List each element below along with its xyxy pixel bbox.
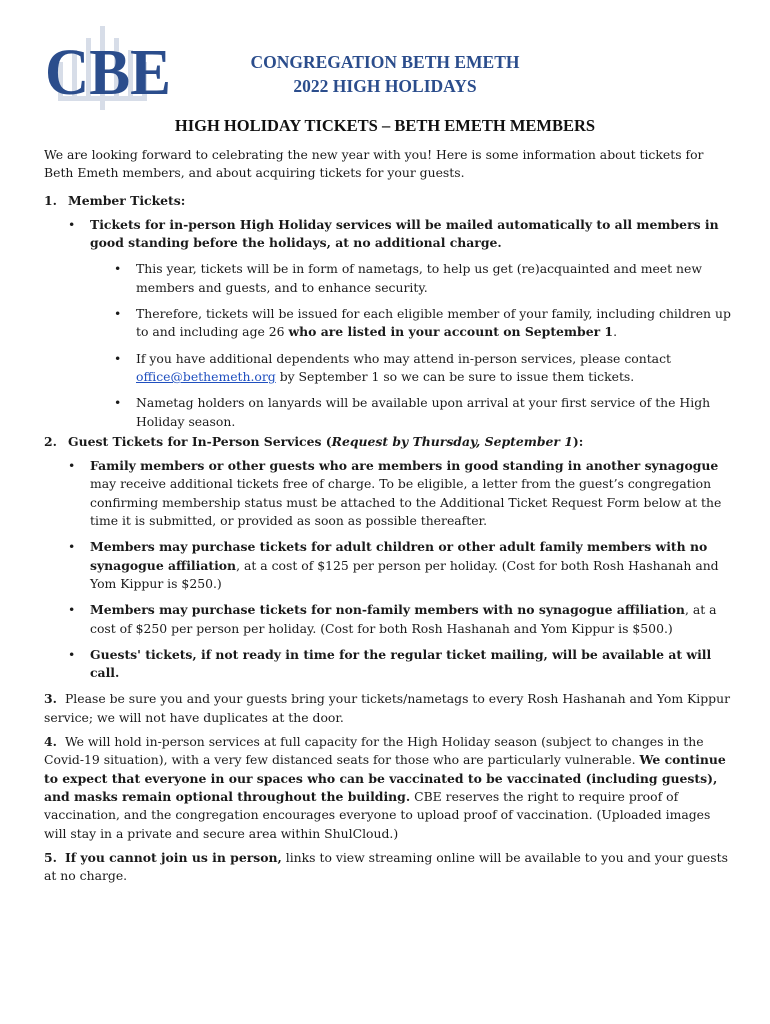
cbe-logo <box>42 24 174 110</box>
section-title-end: ): <box>572 433 584 449</box>
list-item <box>44 457 734 530</box>
bullet-text: , at a cost of $250 per person per holiday. (Cost for both Rosh Hashanah and Yom Kippur is $500.) <box>90 602 717 636</box>
paragraph-text-end: CBE reserves the right to require proof of vaccination, and the congregation encourages everyone to upload proof of vaccination. (Uploaded images will stay in a private and secure area within ShulCloud.) <box>44 788 711 841</box>
bullet-emphasis: Members may purchase tickets for adult children or other adult family members with no synagogue affiliation <box>90 539 708 573</box>
bullet-text-end: by September 1 so we can be sure to issue them tickets. <box>275 368 635 384</box>
list-item <box>44 394 734 431</box>
paragraph-emphasis: We continue to expect that everyone in our spaces who can be vaccinated to be vaccinated (including guests), and masks remain optional throughout the building. <box>44 752 726 804</box>
bullet-text: may receive additional tickets free of charge. To be eligible, a letter from the guest’s congregation confirming membership status must be attached to the Additional Ticket Request Form below at the time it is submitted, or provided as soon as possible thereafter. <box>90 476 722 529</box>
list-item <box>44 216 734 431</box>
bullet-text: Nametag holders on lanyards will be available upon arrival at your first service of the High Holiday season. <box>136 395 711 429</box>
list-item <box>44 538 734 593</box>
paragraph-3 <box>44 690 734 727</box>
bullet-text: , at a cost of $125 per person per holiday. (Cost for both Rosh Hashanah and Yom Kippur is $250.) <box>90 557 719 591</box>
paragraph-emphasis: If you cannot join us in person, <box>64 849 282 865</box>
bullet-text: If you have additional dependents who may attend in-person services, please contact <box>136 350 671 366</box>
section-2-heading <box>44 433 734 451</box>
bullet-emphasis: Family members or other guests who are members in good standing in another synagogue <box>90 458 719 474</box>
bullet-text: Therefore, tickets will be issued for each eligible member of your family, including children up to and including age 26 <box>136 306 731 340</box>
org-heading <box>178 50 592 98</box>
section-title <box>68 433 583 451</box>
bullet-text: This year, tickets will be in form of nametags, to help us get (re)acquainted and meet new members and guests, and to enhance security. <box>136 261 702 295</box>
org-subtitle: 2022 HIGH HOLIDAYS <box>293 76 477 96</box>
email-link[interactable]: office@bethemeth.org <box>136 368 276 384</box>
section-1-heading <box>44 192 734 210</box>
org-name: CONGREGATION BETH EMETH <box>250 52 520 72</box>
sub-list <box>90 260 734 430</box>
paragraph-number: 4. <box>44 734 57 750</box>
paragraph-number: 3. <box>44 691 57 707</box>
bullet-text-end: . <box>613 324 618 340</box>
section-title: Member Tickets: <box>68 192 186 208</box>
document-body <box>44 146 734 891</box>
bullet-text: Tickets for in-person High Holiday services will be mailed automatically to all members in good standing before the holidays, at no additional charge. <box>90 216 719 251</box>
section-2-list <box>44 457 734 682</box>
list-item <box>44 260 734 297</box>
list-item <box>44 646 734 683</box>
paragraph-number: 5. <box>44 849 57 865</box>
paragraph-4 <box>44 733 734 843</box>
list-item <box>44 601 734 638</box>
paragraph-5 <box>44 849 734 886</box>
section-title-start: Guest Tickets for In-Person Services ( <box>68 433 332 449</box>
list-item <box>44 305 734 342</box>
section-1-list <box>44 216 734 431</box>
intro-paragraph: We are looking forward to celebrating the new year with you! Here is some information about tickets for Beth Emeth members, and about acquiring tickets for your guests. <box>44 147 704 181</box>
paragraph-text: links to view streaming online will be available to you and your guests at no charge. <box>44 849 728 884</box>
list-item <box>44 350 734 387</box>
logo-text: CBE <box>45 36 171 109</box>
paragraph-text: We will hold in-person services at full capacity for the High Holiday season (subject to changes in the Covid-19 situation), with a very few distanced seats for those who are particularly vulnerable. <box>44 734 704 768</box>
section-number: 1. <box>44 192 57 208</box>
page-title: HIGH HOLIDAY TICKETS – BETH EMETH MEMBERS <box>174 116 596 135</box>
section-number: 2. <box>44 433 57 449</box>
request-deadline: Request by Thursday, September 1 <box>331 433 573 449</box>
bullet-emphasis: Members may purchase tickets for non-family members with no synagogue affiliation <box>90 602 685 618</box>
bullet-emphasis: who are listed in your account on September 1 <box>288 324 614 340</box>
paragraph-text: Please be sure you and your guests bring your tickets/nametags to every Rosh Hashanah and Yom Kippur service; we will not have duplicates at the door. <box>44 691 731 725</box>
bullet-emphasis: Guests' tickets, if not ready in time for the regular ticket mailing, will be available at will call. <box>90 646 712 681</box>
